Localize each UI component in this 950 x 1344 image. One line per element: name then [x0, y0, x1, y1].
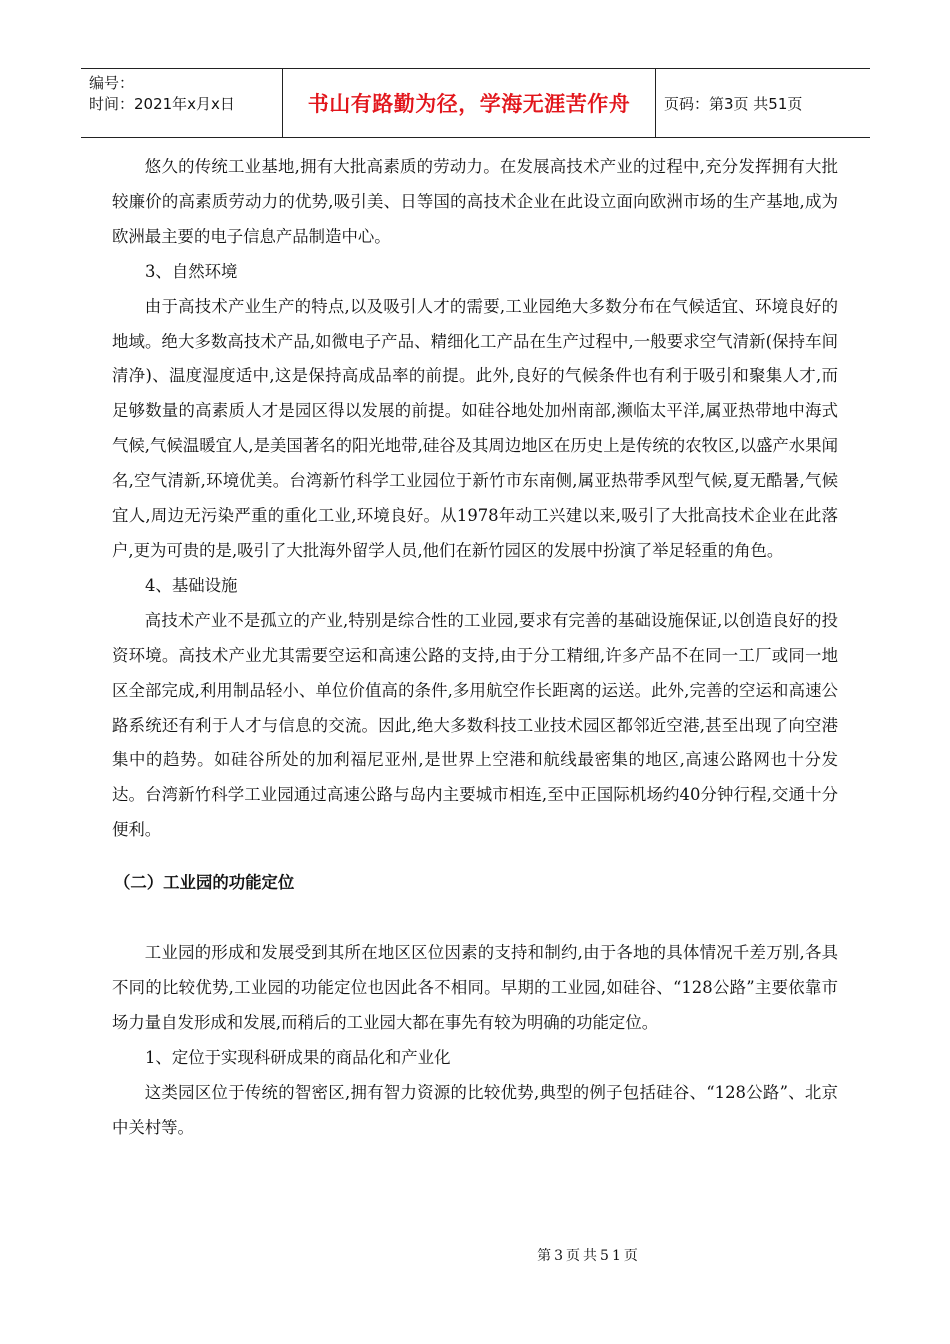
document-body: [112, 150, 838, 1146]
paragraph: 工业园的形成和发展受到其所在地区区位因素的支持和制约,由于各地的具体情况千差万别,各具不同的比较优势,工业园的功能定位也因此各不相同。早期的工业园,如硅谷、“128公路”主要依靠市场力量自发形成和发展,而稍后的工业园大都在事先有较为明确的功能定位。: [112, 943, 838, 1032]
header-page-label: 页码：第3页 共51页: [664, 94, 803, 113]
document-number-label: 编号：: [89, 74, 135, 92]
header-meta: [81, 69, 283, 137]
page-footer: 第3页共51页: [537, 1248, 641, 1264]
header-motto-cell: [283, 69, 656, 137]
subheading: 3、自然环境: [145, 261, 238, 281]
paragraph: 由于高技术产业生产的特点,以及吸引人才的需要,工业园绝大多数分布在气候适宜、环境良好的地域。绝大多数高技术产品,如微电子产品、精细化工产品在生产过程中,一般要求空气清新(保持车间清净)、温度湿度适中,这是保持高成品率的前提。此外,良好的气候条件也有利于吸引和聚集人才,而足够数量的高素质人才是园区得以发展的前提。如硅谷地处加州南部,濒临太平洋,属亚热带地中海式气候,气候温暖宜人,是美国著名的阳光地带,硅谷及其周边地区在历史上是传统的农牧区,以盛产水果闻名,空气清新,环境优美。台湾新竹科学工业园位于新竹市东南侧,属亚热带季风型气候,夏无酷暑,气候宜人,周边无污染严重的重化工业,环境良好。从1978年动工兴建以来,吸引了大批高技术企业在此落户,更为可贵的是,吸引了大批海外留学人员,他们在新竹园区的发展中扮演了举足轻重的角色。: [112, 296, 838, 560]
subheading: 1、定位于实现科研成果的商品化和产业化: [145, 1047, 451, 1067]
subheading: 4、基础设施: [145, 575, 238, 595]
paragraph: 这类园区位于传统的智密区,拥有智力资源的比较优势,典型的例子包括硅谷、“128公路”、北京中关村等。: [112, 1082, 838, 1137]
header-motto: 书山有路勤为径，学海无涯苦作舟: [307, 92, 631, 116]
section-title: （二）工业园的功能定位: [114, 873, 295, 893]
document-header: [81, 68, 870, 138]
paragraph: 悠久的传统工业基地,拥有大批高素质的劳动力。在发展高技术产业的过程中,充分发挥拥有大批较廉价的高素质劳动力的优势,吸引美、日等国的高技术企业在此设立面向欧洲市场的生产基地,成为欧洲最主要的电子信息产品制造中心。: [112, 157, 838, 246]
document-date-label: 时间：2021年x月x日: [89, 95, 235, 113]
paragraph: 高技术产业不是孤立的产业,特别是综合性的工业园,要求有完善的基础设施保证,以创造良好的投资环境。高技术产业尤其需要空运和高速公路的支持,由于分工精细,许多产品不在同一工厂或同一地区全部完成,利用制品轻小、单位价值高的条件,多用航空作长距离的运送。此外,完善的空运和高速公路系统还有利于人才与信息的交流。因此,绝大多数科技工业技术园区都邻近空港,甚至出现了向空港集中的趋势。如硅谷所处的加利福尼亚州,是世界上空港和航线最密集的地区,高速公路网也十分发达。台湾新竹科学工业园通过高速公路与岛内主要城市相连,至中正国际机场约40分钟行程,交通十分便利。: [112, 610, 838, 840]
header-page-cell: [656, 69, 870, 137]
